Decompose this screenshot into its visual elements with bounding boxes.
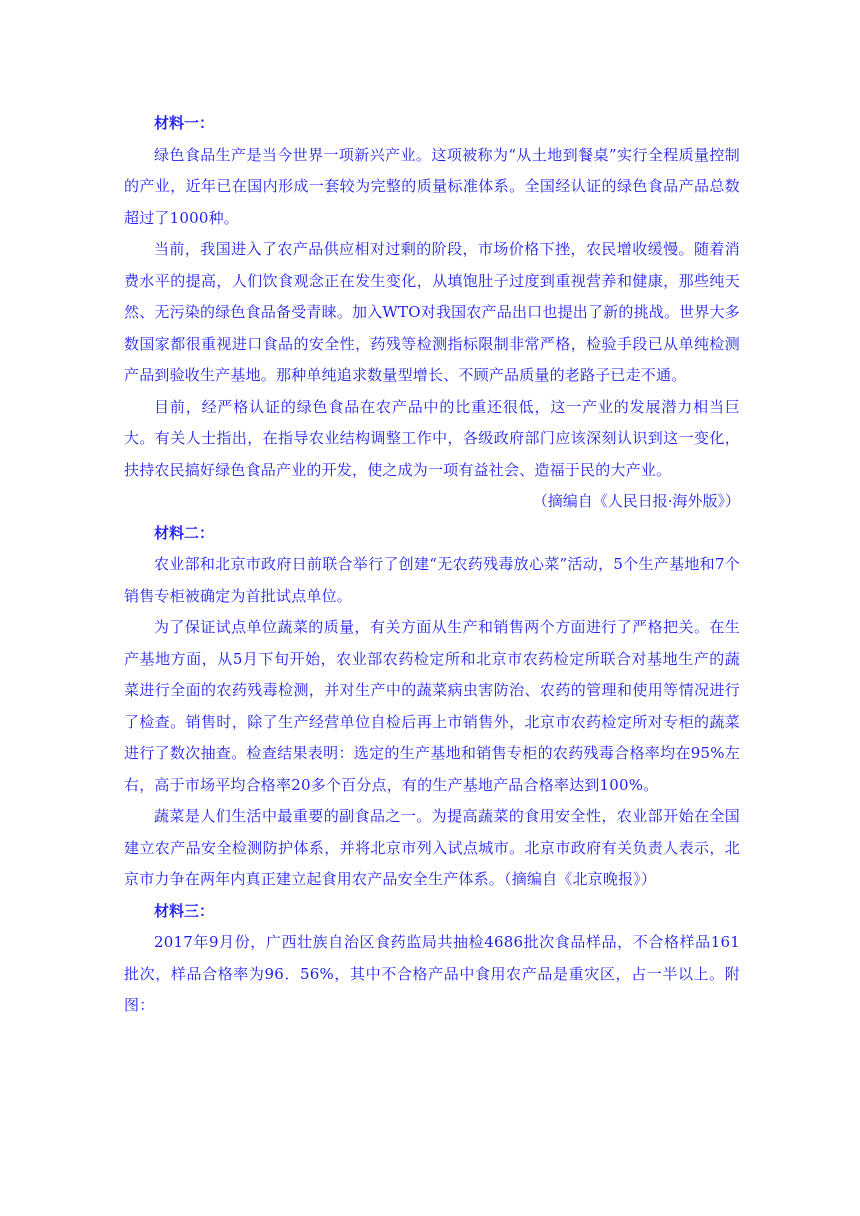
material-2-paragraph-2: 为了保证试点单位蔬菜的质量，有关方面从生产和销售两个方面进行了严格把关。在生产基地方面，从5月下旬开始，农业部农药检定所和北京市农药检定所联合对基地生产的蔬菜进行全面的农药残毒检测，并对生产中的蔬菜病虫害防治、农药的管理和使用等情况进行了检查。销售时，除了生产经营单位自检后再上市销售外，北京市农药检定所对专柜的蔬菜进行了数次抽查。检查结果表明：选定的生产基地和销售专柜的农药残毒合格率均在95%左右，高于市场平均合格率20多个百分点，有的生产基地产品合格率达到100%。: [124, 618, 740, 794]
material-1-paragraph-1: 绿色食品生产是当今世界一项新兴产业。这项被称为“从土地到餐桌”实行全程质量控制的产业，近年已在国内形成一套较为完整的质量标准体系。全国经认证的绿色食品产品总数超过了1000种。: [124, 145, 740, 227]
material-2-paragraph-3: 蔬菜是人们生活中最重要的副食品之一。为提高蔬菜的食用安全性，农业部开始在全国建立农产品安全检测防护体系，并将北京市列入试点城市。北京市政府有关负责人表示，北京市力争在两年内真正建立起食用农产品安全生产体系。（摘编自《北京晚报》）: [124, 807, 740, 888]
material-1-paragraph-3: 目前，经严格认证的绿色食品在农产品中的比重还很低，这一产业的发展潜力相当巨大。有关人士指出，在指导农业结构调整工作中，各级政府部门应该深刻认识到这一变化，扶持农民搞好绿色食品产业的开发，使之成为一项有益社会、造福于民的大产业。: [124, 397, 740, 479]
material-2-paragraph-1: 农业部和北京市政府日前联合举行了创建“无农药残毒放心菜”活动，5个生产基地和7个销售专柜被确定为首批试点单位。: [124, 555, 740, 605]
material-1-heading: 材料一：: [154, 114, 215, 132]
material-3-paragraph-1: 2017年9月份，广西壮族自治区食药监局共抽检4686批次食品样品，不合格样品161批次，样品合格率为96．56%，其中不合格产品中食用农产品是重灾区，占一半以上。附图：: [124, 933, 740, 1014]
material-1-paragraph-2: 当前，我国进入了农产品供应相对过剩的阶段，市场价格下挫，农民增收缓慢。随着消费水平的提高，人们饮食观念正在发生变化，从填饱肚子过度到重视营养和健康，那些纯天然、无污染的绿色食品备受青睐。加入WTO对我国农产品出口也提出了新的挑战。世界大多数国家都很重视进口食品的安全性，药残等检测指标限制非常严格，检验手段已从单纯检测产品到验收生产基地。那种单纯追求数量型增长、不顾产品质量的老路子已走不通。: [124, 240, 740, 384]
material-3-heading: 材料三：: [154, 901, 215, 920]
material-1-source: （摘编自《人民日报·海外版》）: [532, 492, 740, 510]
document-page: [124, 108, 740, 1022]
material-2-heading: 材料二：: [154, 523, 215, 542]
